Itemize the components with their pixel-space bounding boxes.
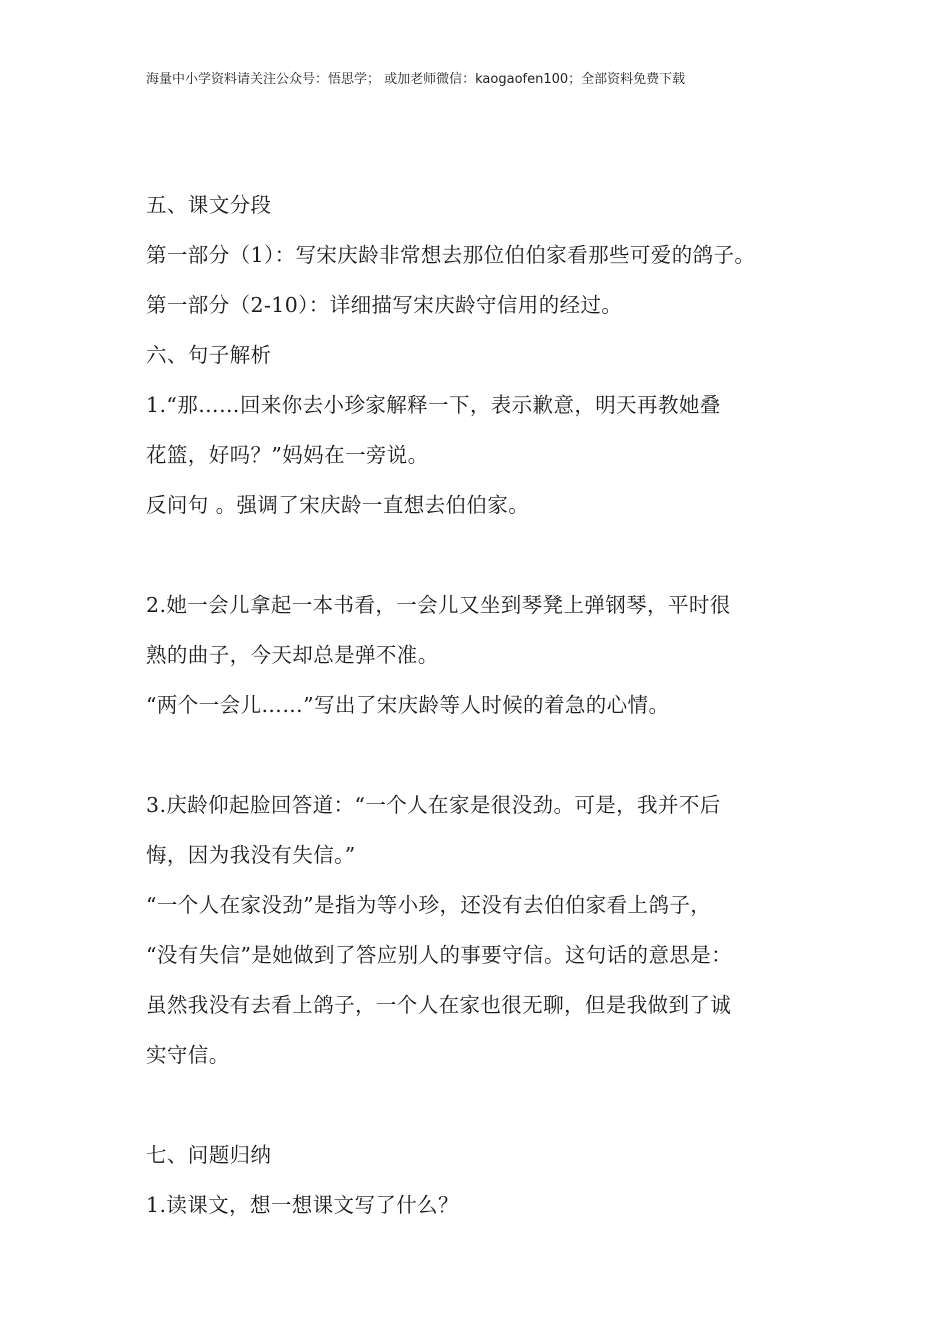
question1: 1.读课文，想一想课文写了什么？ [146,1193,459,1217]
header-note: 海量中小学资料请关注公众号：悟思学； 或加老师微信：kaogaofen100；全部资料免费下载 [146,72,686,87]
sentence1-analysis: 反问句 。强调了宋庆龄一直想去伯伯家。 [146,493,530,517]
blank-line [146,730,826,780]
sentence2-line1: 2.她一会儿拿起一本书看，一会儿又坐到琴凳上弹钢琴，平时很 [146,593,731,617]
blank-line [146,530,826,580]
sentence3-analysis-line4: 实守信。 [146,1043,230,1067]
section5-part1: 第一部分（1）：写宋庆龄非常想去那位伯伯家看那些可爱的鸽子。 [146,243,756,267]
sentence3-line1: 3.庆龄仰起脸回答道：“一个人在家是很没劲。可是，我并不后 [146,793,721,817]
sentence3-line2: 悔，因为我没有失信。” [146,843,356,867]
document-body [146,180,826,1230]
sentence3-analysis-line1: “一个人在家没劲”是指为等小珍，还没有去伯伯家看上鸽子， [146,893,712,917]
sentence3-analysis-line2: “没有失信”是她做到了答应别人的事要守信。这句话的意思是： [146,943,733,967]
sentence2-line2: 熟的曲子，今天却总是弹不准。 [146,643,439,667]
sentence1-line1: 1.“那……回来你去小珍家解释一下，表示歉意，明天再教她叠 [146,393,721,417]
section5-part2: 第一部分（2-10）：详细描写宋庆龄守信用的经过。 [146,293,623,317]
sentence3-analysis-line3: 虽然我没有去看上鸽子，一个人在家也很无聊，但是我做到了诚 [146,993,732,1017]
sentence1-line2: 花篮，好吗？”妈妈在一旁说。 [146,443,429,467]
section6-title: 六、句子解析 [146,343,272,367]
section7-title: 七、问题归纳 [146,1143,272,1167]
section5-title: 五、课文分段 [146,193,272,217]
blank-line [146,1080,826,1130]
sentence2-analysis: “两个一会儿……”写出了宋庆龄等人时候的着急的心情。 [146,693,670,717]
